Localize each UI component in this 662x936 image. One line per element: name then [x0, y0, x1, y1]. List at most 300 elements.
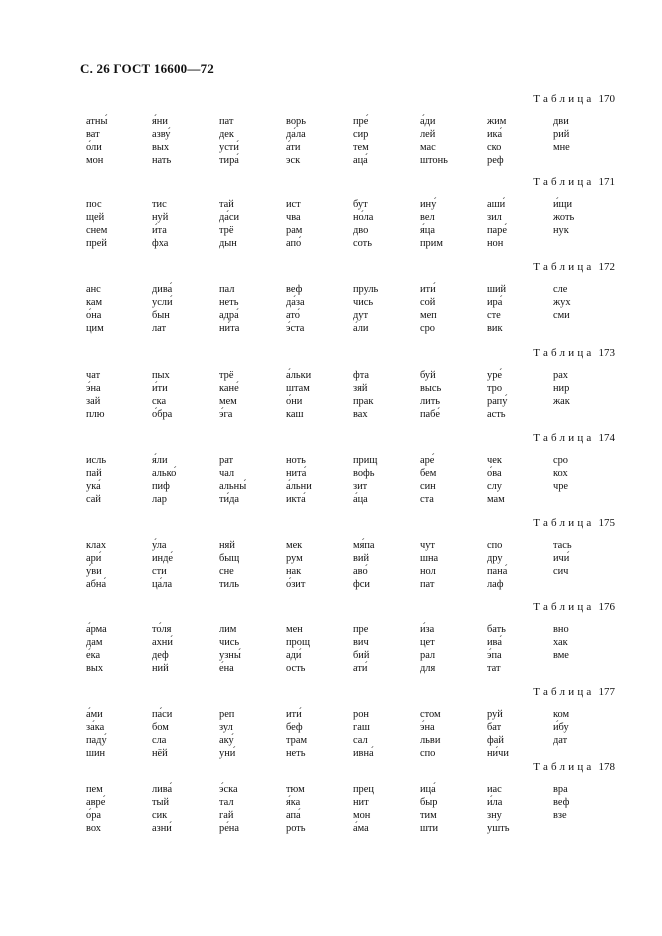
syllable-cell: мя́па: [353, 540, 375, 551]
syllable-cell: тал: [219, 797, 234, 809]
syllable-cell: мен: [286, 624, 303, 635]
syllable-cell: а́ли: [353, 323, 369, 335]
syllable-cell: узны́: [219, 650, 241, 662]
syllable-cell: у́ви: [86, 566, 102, 578]
syllable-cell: бут: [353, 199, 368, 210]
syllable-column: [353, 115, 369, 167]
syllable-cell: э́ста: [286, 323, 305, 335]
syllable-cell: соть: [353, 238, 372, 250]
syllable-cell: пана́: [487, 566, 508, 578]
syllable-cell: тем: [353, 142, 369, 154]
syllable-cell: о́на: [86, 310, 102, 322]
syllable-cell: ира́: [487, 297, 503, 309]
syllable-cell: рал: [420, 650, 436, 662]
syllable-column: [152, 283, 173, 335]
syllable-cell: сал: [353, 735, 368, 747]
syllable-cell: прим: [420, 238, 443, 250]
syllable-cell: зну: [487, 810, 502, 822]
syllable-column: [152, 783, 172, 835]
syllable-cell: высь: [420, 383, 442, 395]
syllable-cell: и́та: [152, 225, 167, 237]
syllable-cell: о́ра: [86, 810, 102, 822]
syllable-cell: тира́: [219, 155, 239, 167]
syllable-cell: мон: [86, 155, 104, 167]
syllable-column: [553, 369, 570, 408]
syllable-cell: я́ца: [420, 225, 435, 237]
syllable-column: [553, 783, 569, 822]
syllable-column: [353, 623, 369, 675]
syllable-cell: ичи́: [553, 553, 570, 565]
syllable-cell: зил: [487, 212, 502, 224]
syllable-cell: мек: [286, 540, 303, 551]
syllable-cell: вме: [553, 650, 569, 662]
syllable-column: [219, 115, 239, 167]
syllable-cell: аши́: [487, 199, 506, 210]
syllable-column: [152, 115, 171, 167]
syllable-cell: пре́: [353, 116, 369, 127]
syllable-column: [219, 454, 246, 506]
syllable-cell: прак: [353, 396, 374, 408]
syllable-column: [353, 198, 373, 250]
table-number: 174: [598, 432, 615, 444]
syllable-cell: прей: [86, 238, 107, 250]
syllable-cell: о́ва: [487, 468, 502, 480]
syllable-cell: ато́: [286, 310, 300, 322]
syllable-cell: э́ска: [219, 784, 238, 795]
syllable-cell: спо: [487, 540, 503, 551]
syllable-column: [286, 369, 311, 421]
syllable-cell: трё: [219, 225, 234, 237]
syllable-column: [152, 369, 172, 421]
syllable-cell: уни́: [219, 748, 236, 760]
syllable-cell: веф: [286, 284, 303, 295]
syllable-cell: аре́: [420, 455, 435, 466]
syllable-cell: нак: [286, 566, 302, 578]
syllable-cell: снем: [86, 225, 108, 237]
syllable-cell: стом: [420, 709, 441, 720]
syllable-cell: реп: [219, 709, 235, 720]
table-title: [533, 432, 615, 444]
syllable-cell: ват: [86, 129, 100, 141]
syllable-column: [487, 115, 506, 167]
syllable-cell: тат: [487, 663, 501, 675]
syllable-cell: и́ти: [152, 383, 168, 395]
syllable-cell: вофь: [353, 468, 375, 480]
syllable-cell: пре: [353, 624, 369, 635]
syllable-column: [286, 783, 306, 835]
table-title: [533, 686, 615, 698]
syllable-column: [286, 454, 312, 506]
syllable-cell: у́ла: [152, 540, 167, 551]
syllable-cell: реф: [487, 155, 504, 167]
syllable-cell: ний: [152, 663, 169, 675]
syllable-cell: ади́: [286, 650, 302, 662]
syllable-cell: рий: [553, 129, 570, 141]
syllable-column: [219, 369, 239, 421]
table-number: 175: [598, 517, 615, 529]
syllable-cell: сой: [420, 297, 436, 309]
table-title-word: Таблица: [533, 686, 595, 698]
syllable-cell: хак: [553, 637, 568, 649]
syllable-column: [553, 198, 574, 237]
syllable-cell: я́ли: [152, 455, 168, 466]
syllable-cell: тый: [152, 797, 170, 809]
syllable-cell: ца́ла: [152, 579, 173, 591]
syllable-cell: дру: [487, 553, 503, 565]
syllable-cell: кане́: [219, 383, 239, 395]
syllable-cell: дек: [219, 129, 234, 141]
syllable-cell: ица́: [420, 784, 436, 795]
syllable-cell: ско: [487, 142, 502, 154]
syllable-cell: прощ: [286, 637, 310, 649]
syllable-cell: ати́: [353, 663, 368, 675]
syllable-column: [286, 539, 305, 591]
table-title-word: Таблица: [533, 93, 595, 105]
syllable-cell: апа́: [286, 810, 301, 822]
syllable-cell: жоть: [553, 212, 575, 224]
table-number: 177: [598, 686, 615, 698]
syllable-cell: асть: [487, 409, 506, 421]
syllable-cell: мем: [219, 396, 237, 408]
syllable-cell: а́льки: [286, 370, 312, 381]
syllable-cell: для: [420, 663, 436, 675]
syllable-column: [219, 539, 239, 591]
syllable-cell: о́ли: [86, 142, 102, 154]
syllable-cell: то́ля: [152, 624, 172, 635]
syllable-cell: вых: [86, 663, 104, 675]
syllable-cell: ни́чи: [487, 748, 509, 760]
syllable-cell: лить: [420, 396, 441, 408]
syllable-cell: зит: [353, 481, 368, 493]
syllable-cell: ист: [286, 199, 301, 210]
syllable-column: [86, 369, 105, 421]
syllable-cell: прец: [353, 784, 374, 795]
table-number: 173: [598, 347, 615, 359]
syllable-cell: но́ла: [353, 212, 374, 224]
syllable-cell: цет: [420, 637, 435, 649]
syllable-cell: ком: [553, 709, 570, 720]
syllable-cell: ноть: [286, 455, 306, 466]
table-title-word: Таблица: [533, 601, 595, 613]
syllable-cell: неть: [286, 748, 306, 760]
syllable-cell: дам: [86, 637, 103, 649]
syllable-cell: тай: [219, 199, 234, 210]
syllable-cell: паду́: [86, 735, 107, 747]
syllable-cell: вий: [353, 553, 370, 565]
syllable-cell: анс: [86, 284, 101, 295]
syllable-cell: чал: [219, 468, 235, 480]
syllable-cell: пат: [219, 116, 234, 127]
syllable-cell: е́ка: [86, 650, 101, 662]
syllable-cell: рапу́: [487, 396, 508, 408]
syllable-cell: сле: [553, 284, 568, 295]
syllable-cell: сик: [152, 810, 168, 822]
table-title: [533, 347, 615, 359]
syllable-cell: фси: [353, 579, 370, 591]
syllable-cell: ворь: [286, 116, 306, 127]
syllable-cell: усти́: [219, 142, 239, 154]
syllable-cell: беф: [286, 722, 303, 734]
syllable-cell: вох: [86, 823, 101, 835]
syllable-cell: тась: [553, 540, 572, 551]
syllable-cell: рам: [286, 225, 303, 237]
syllable-cell: лар: [152, 494, 167, 506]
syllable-cell: а́ди: [420, 116, 436, 127]
syllable-cell: нита́: [286, 468, 307, 480]
table-title: [533, 176, 615, 188]
syllable-column: [353, 708, 374, 760]
syllable-column: [152, 454, 176, 506]
syllable-column: [152, 539, 173, 591]
syllable-column: [553, 283, 571, 322]
syllable-column: [420, 283, 437, 335]
syllable-cell: азву́: [152, 129, 171, 141]
syllable-cell: чек: [487, 455, 502, 466]
syllable-column: [86, 708, 107, 760]
syllable-cell: трё: [219, 370, 234, 381]
table-title-word: Таблица: [533, 761, 595, 773]
table-title: [533, 601, 615, 613]
syllable-column: [487, 369, 507, 421]
syllable-cell: исль: [86, 455, 107, 466]
syllable-column: [420, 115, 448, 167]
syllable-cell: нук: [553, 225, 569, 237]
syllable-cell: взе: [553, 810, 567, 822]
table-number: 176: [598, 601, 615, 613]
syllable-cell: нать: [152, 155, 172, 167]
syllable-cell: роть: [286, 823, 306, 835]
syllable-cell: кам: [86, 297, 103, 309]
syllable-cell: сне: [219, 566, 234, 578]
syllable-cell: алько́: [152, 468, 177, 480]
syllable-cell: адра́: [219, 310, 239, 322]
syllable-cell: пай: [86, 468, 102, 480]
syllable-cell: ска: [152, 396, 167, 408]
syllable-cell: ивна́: [353, 748, 374, 760]
syllable-cell: бем: [420, 468, 437, 480]
syllable-cell: чут: [420, 540, 435, 551]
syllable-column: [219, 623, 241, 675]
syllable-cell: зай: [86, 396, 101, 408]
syllable-cell: сла: [152, 735, 167, 747]
syllable-cell: кох: [553, 468, 568, 480]
table-number: 178: [598, 761, 615, 773]
syllable-cell: ста: [420, 494, 434, 506]
syllable-cell: чись: [219, 637, 240, 649]
syllable-column: [553, 623, 569, 662]
syllable-column: [219, 783, 239, 835]
syllable-column: [353, 454, 377, 506]
syllable-cell: быщ: [219, 553, 240, 565]
syllable-column: [152, 623, 173, 675]
syllable-cell: сти: [152, 566, 167, 578]
syllable-cell: тюм: [286, 784, 305, 795]
syllable-column: [487, 708, 509, 760]
syllable-cell: шти: [420, 823, 439, 835]
syllable-cell: лат: [152, 323, 167, 335]
syllable-cell: ука́: [86, 481, 101, 493]
syllable-cell: тро: [487, 383, 503, 395]
syllable-cell: и́ла: [487, 797, 503, 809]
syllable-cell: гай: [219, 810, 234, 822]
syllable-cell: лим: [219, 624, 237, 635]
syllable-cell: неть: [219, 297, 239, 309]
table-title-word: Таблица: [533, 176, 595, 188]
syllable-cell: абна́: [86, 579, 107, 591]
syllable-column: [487, 454, 505, 506]
syllable-cell: сир: [353, 129, 369, 141]
syllable-cell: веф: [553, 797, 570, 809]
table-title: [533, 93, 615, 105]
syllable-column: [553, 115, 570, 154]
syllable-cell: дут: [353, 310, 369, 322]
syllable-cell: ити́: [286, 709, 302, 720]
syllable-cell: да́ла: [286, 129, 306, 141]
syllable-cell: ари́: [86, 553, 102, 565]
syllable-cell: аку́: [219, 735, 234, 747]
table-title-word: Таблица: [533, 432, 595, 444]
syllable-column: [86, 198, 107, 250]
syllable-cell: быр: [420, 797, 438, 809]
syllable-cell: па́си: [152, 709, 173, 720]
syllable-cell: э́па: [487, 650, 502, 662]
syllable-column: [86, 623, 107, 675]
syllable-cell: да́за: [286, 297, 305, 309]
syllable-cell: штонь: [420, 155, 448, 167]
syllable-column: [353, 369, 373, 421]
syllable-cell: сро: [553, 455, 569, 466]
syllable-cell: а́льни: [286, 481, 312, 493]
syllable-cell: нуй: [152, 212, 169, 224]
syllable-column: [286, 198, 302, 250]
syllable-cell: сте: [487, 310, 501, 322]
syllable-cell: инде́: [152, 553, 174, 565]
syllable-cell: дат: [553, 735, 568, 747]
syllable-cell: а́рма: [86, 624, 107, 635]
syllable-cell: атны́: [86, 116, 108, 127]
syllable-cell: дын: [219, 238, 237, 250]
syllable-cell: жух: [553, 297, 571, 309]
syllable-cell: бат: [487, 722, 502, 734]
syllable-cell: чат: [86, 370, 101, 381]
syllable-column: [86, 283, 104, 335]
syllable-cell: трам: [286, 735, 308, 747]
syllable-cell: пал: [219, 284, 235, 295]
syllable-cell: чва: [286, 212, 301, 224]
syllable-cell: слу: [487, 481, 502, 493]
syllable-cell: нон: [487, 238, 504, 250]
syllable-cell: э́на: [420, 722, 435, 734]
syllable-cell: буй: [420, 370, 436, 381]
syllable-cell: бий: [353, 650, 370, 662]
syllable-cell: ину́: [420, 199, 437, 210]
syllable-column: [353, 539, 375, 591]
syllable-column: [420, 539, 438, 591]
syllable-cell: деф: [152, 650, 169, 662]
syllable-cell: аца́: [353, 155, 368, 167]
syllable-column: [86, 783, 105, 835]
syllable-cell: а́ти: [286, 142, 301, 154]
table-title: [533, 517, 615, 529]
syllable-cell: ти́да: [219, 494, 239, 506]
syllable-cell: рат: [219, 455, 234, 466]
syllable-cell: нёй: [152, 748, 168, 760]
syllable-column: [420, 369, 441, 421]
syllable-cell: ший: [487, 284, 507, 295]
syllable-column: [286, 283, 305, 335]
syllable-cell: вах: [353, 409, 368, 421]
syllable-column: [553, 454, 568, 493]
syllable-cell: о́ни: [286, 396, 303, 408]
syllable-cell: шна: [420, 553, 439, 565]
syllable-cell: а́ми: [86, 709, 103, 720]
syllable-cell: е́на: [219, 663, 234, 675]
syllable-cell: дива́: [152, 284, 173, 295]
table-number: 171: [598, 176, 615, 188]
syllable-cell: о́бра: [152, 409, 173, 421]
syllable-cell: ушть: [487, 823, 510, 835]
syllable-cell: иас: [487, 784, 502, 795]
syllable-cell: уре́: [487, 370, 503, 381]
syllable-column: [86, 539, 106, 591]
syllable-cell: спо: [420, 748, 436, 760]
syllable-cell: нир: [553, 383, 570, 395]
syllable-cell: я́ни: [152, 116, 168, 127]
syllable-column: [420, 454, 436, 506]
syllable-cell: э́на: [86, 383, 101, 395]
table-title: [533, 261, 615, 273]
table-title-word: Таблица: [533, 261, 595, 273]
syllable-column: [420, 783, 438, 835]
syllable-cell: ость: [286, 663, 306, 675]
syllable-cell: ика́: [487, 129, 503, 141]
syllable-cell: лива́: [152, 784, 173, 795]
syllable-cell: тиль: [219, 579, 240, 591]
syllable-cell: а́ца: [353, 494, 368, 506]
syllable-cell: зяй: [353, 383, 368, 395]
syllable-cell: щей: [86, 212, 105, 224]
syllable-cell: и́за: [420, 624, 435, 635]
syllable-cell: мне: [553, 142, 570, 154]
page-header: С. 26 ГОСТ 16600—72: [80, 61, 214, 76]
syllable-cell: бын: [152, 310, 170, 322]
syllable-cell: дви: [553, 116, 569, 127]
syllable-cell: син: [420, 481, 436, 493]
syllable-cell: ре́на: [219, 823, 239, 835]
syllable-cell: пабе́: [420, 409, 440, 421]
syllable-cell: вра: [553, 784, 568, 795]
syllable-column: [152, 708, 172, 760]
syllable-cell: нит: [353, 797, 369, 809]
syllable-column: [86, 115, 107, 167]
syllable-column: [487, 623, 506, 675]
syllable-cell: эск: [286, 155, 301, 167]
syllable-cell: чре: [553, 481, 569, 493]
syllable-cell: пат: [420, 579, 435, 591]
syllable-cell: цим: [86, 323, 104, 335]
syllable-cell: руй: [487, 709, 503, 720]
syllable-column: [86, 454, 106, 506]
syllable-column: [353, 783, 374, 835]
syllable-cell: льви: [420, 735, 441, 747]
table-title-word: Таблица: [533, 517, 595, 529]
syllable-cell: дво: [353, 225, 369, 237]
syllable-cell: альны́: [219, 481, 247, 493]
syllable-cell: пиф: [152, 481, 170, 493]
syllable-cell: а́ма: [353, 823, 369, 835]
syllable-cell: я́ка: [286, 797, 301, 809]
table-title: [533, 761, 615, 773]
